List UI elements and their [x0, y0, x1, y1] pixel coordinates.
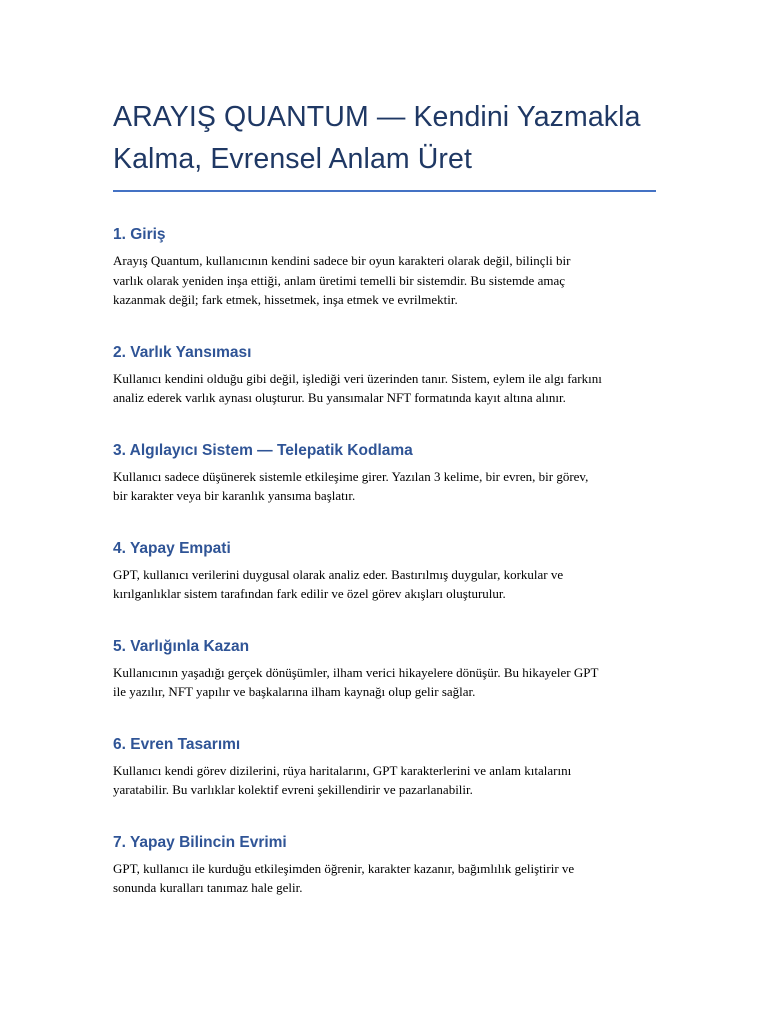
section-heading: 7. Yapay Bilincin Evrimi	[113, 833, 287, 851]
body-line: kırılganlıklar sistem tarafından fark edilir ve özel görev akışları oluşturulur.	[113, 586, 506, 601]
section-body	[113, 761, 656, 800]
body-line: sonunda kuralları tanımaz hale gelir.	[113, 880, 303, 895]
body-line: GPT, kullanıcı verilerini duygusal olarak analiz eder. Bastırılmış duygular, korkular ve	[113, 566, 564, 582]
section-body	[113, 859, 656, 898]
section-yapay-bilincin-evrimi	[113, 833, 656, 898]
section-yapay-empati	[113, 539, 656, 604]
section-body	[113, 663, 656, 702]
section-varlik-yansimasi	[113, 343, 656, 408]
document-title-line-1: ARAYIŞ QUANTUM — Kendini Yazmakla	[113, 101, 641, 133]
body-line: Kullanıcı kendi görev dizilerini, rüya haritalarını, GPT karakterlerini ve anlam kıtalarını	[113, 762, 572, 778]
section-heading: 4. Yapay Empati	[113, 539, 231, 557]
document-title	[113, 96, 656, 180]
section-body	[113, 369, 656, 408]
section-body	[113, 251, 656, 310]
body-line: Kullanıcının yaşadığı gerçek dönüşümler, ilham verici hikayelere dönüşür. Bu hikayeler GPT	[113, 664, 599, 680]
section-evren-tasarimi	[113, 735, 656, 800]
body-line: Kullanıcı sadece düşünerek sistemle etkileşime girer. Yazılan 3 kelime, bir evren, bir görev,	[113, 468, 589, 484]
document-title-line-2: Kalma, Evrensel Anlam Üret	[113, 143, 472, 175]
body-line: ile yazılır, NFT yapılır ve başkalarına ilham kaynağı olup gelir sağlar.	[113, 684, 476, 699]
document-page	[113, 96, 656, 898]
body-line: kazanmak değil; fark etmek, hissetmek, inşa etmek ve evrilmektir.	[113, 292, 458, 307]
section-body	[113, 565, 656, 604]
title-divider	[113, 190, 656, 192]
section-heading: 1. Giriş	[113, 226, 166, 243]
section-body	[113, 467, 656, 506]
body-line: bir karakter veya bir karanlık yansıma başlatır.	[113, 488, 356, 503]
body-line: GPT, kullanıcı ile kurduğu etkileşimden öğrenir, karakter kazanır, bağımlılık geliştirir ve	[113, 860, 575, 876]
body-line: varlık olarak yeniden inşa ettiği, anlam üretimi temelli bir sistemdir. Bu sistemde amaç	[113, 272, 565, 288]
section-heading: 3. Algılayıcı Sistem — Telepatik Kodlama	[113, 441, 413, 459]
section-heading: 6. Evren Tasarımı	[113, 735, 241, 753]
body-line: analiz ederek varlık aynası oluşturur. Bu yansımalar NFT formatında kayıt altına alınır.	[113, 390, 566, 405]
body-line: yaratabilir. Bu varlıklar kolektif evreni şekillendirir ve pazarlanabilir.	[113, 782, 473, 797]
section-heading: 5. Varlığınla Kazan	[113, 637, 250, 655]
section-heading: 2. Varlık Yansıması	[113, 343, 252, 361]
section-varliginla-kazan	[113, 637, 656, 702]
body-line: Arayış Quantum, kullanıcının kendini sadece bir oyun karakteri olarak değil, bilinçli bir	[113, 253, 571, 268]
section-algilayici-sistem	[113, 441, 656, 506]
body-line: Kullanıcı kendini olduğu gibi değil, işlediği veri üzerinden tanır. Sistem, eylem ile algı farkını	[113, 370, 602, 386]
section-giris	[113, 225, 656, 310]
